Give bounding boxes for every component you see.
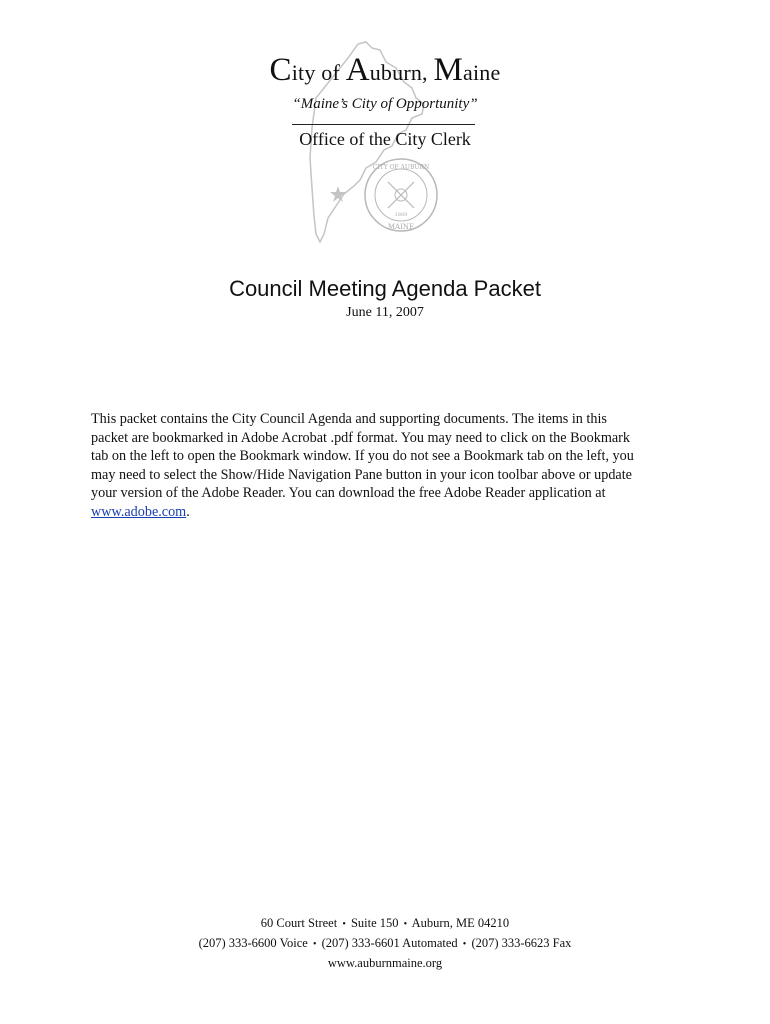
- title-initial-a: A: [345, 52, 370, 88]
- footer-street: 60 Court Street: [260, 916, 338, 930]
- footer-address: [0, 914, 770, 934]
- letterhead: [0, 0, 770, 250]
- bullet-separator: •: [403, 919, 408, 930]
- paragraph-line: packet are bookmarked in Adobe Acrobat .pdf format. You may need to click on the Bookmark: [91, 429, 630, 446]
- paragraph-line: your version of the Adobe Reader. You can download the free Adobe Reader application at: [91, 485, 606, 501]
- title-ity-of: ity of: [291, 60, 346, 85]
- footer-voice: (207) 333-6600 Voice: [198, 936, 308, 950]
- paragraph-line: may need to select the Show/Hide Navigation Pane button in your icon toolbar above or update: [91, 466, 632, 483]
- link-period: .: [186, 503, 190, 520]
- title-initial-m: M: [433, 52, 464, 88]
- seal-top-text: CITY OF AUBURN: [372, 164, 430, 171]
- city-title: [0, 52, 770, 89]
- title-initial-c: C: [269, 52, 292, 88]
- footer-suite: Suite 150: [350, 916, 399, 930]
- seal-bottom-text: MAINE: [387, 223, 415, 231]
- bullet-separator: •: [312, 939, 317, 950]
- footer: [0, 914, 770, 972]
- adobe-link[interactable]: www.adobe.com: [91, 503, 187, 520]
- paragraph-line: This packet contains the City Council Agenda and supporting documents. The items in this: [91, 411, 607, 427]
- bullet-separator: •: [462, 939, 467, 950]
- packet-title: Council Meeting Agenda Packet: [229, 276, 541, 301]
- footer-automated: (207) 333-6601 Automated: [321, 936, 458, 950]
- paragraph-last-line: [91, 503, 691, 522]
- seal-year: 1869: [394, 212, 408, 218]
- footer-city: Auburn, ME 04210: [411, 916, 510, 930]
- title-aine: aine: [463, 60, 501, 85]
- footer-phones: [0, 934, 770, 954]
- paragraph-line: tab on the left to open the Bookmark window. If you do not see a Bookmark tab on the left, you: [91, 448, 634, 464]
- packet-date: June 11, 2007: [346, 305, 424, 320]
- office-name: Office of the City Clerk: [299, 129, 471, 149]
- footer-fax: (207) 333-6623 Fax: [471, 936, 572, 950]
- intro-paragraph: [91, 410, 691, 521]
- footer-website[interactable]: www.auburnmaine.org: [327, 956, 443, 970]
- title-uburn: uburn,: [369, 60, 434, 85]
- bullet-separator: •: [342, 919, 346, 930]
- city-motto: “Maine’s City of Opportunity”: [292, 96, 478, 112]
- letterhead-divider: [292, 124, 475, 125]
- city-seal-icon: [362, 156, 440, 234]
